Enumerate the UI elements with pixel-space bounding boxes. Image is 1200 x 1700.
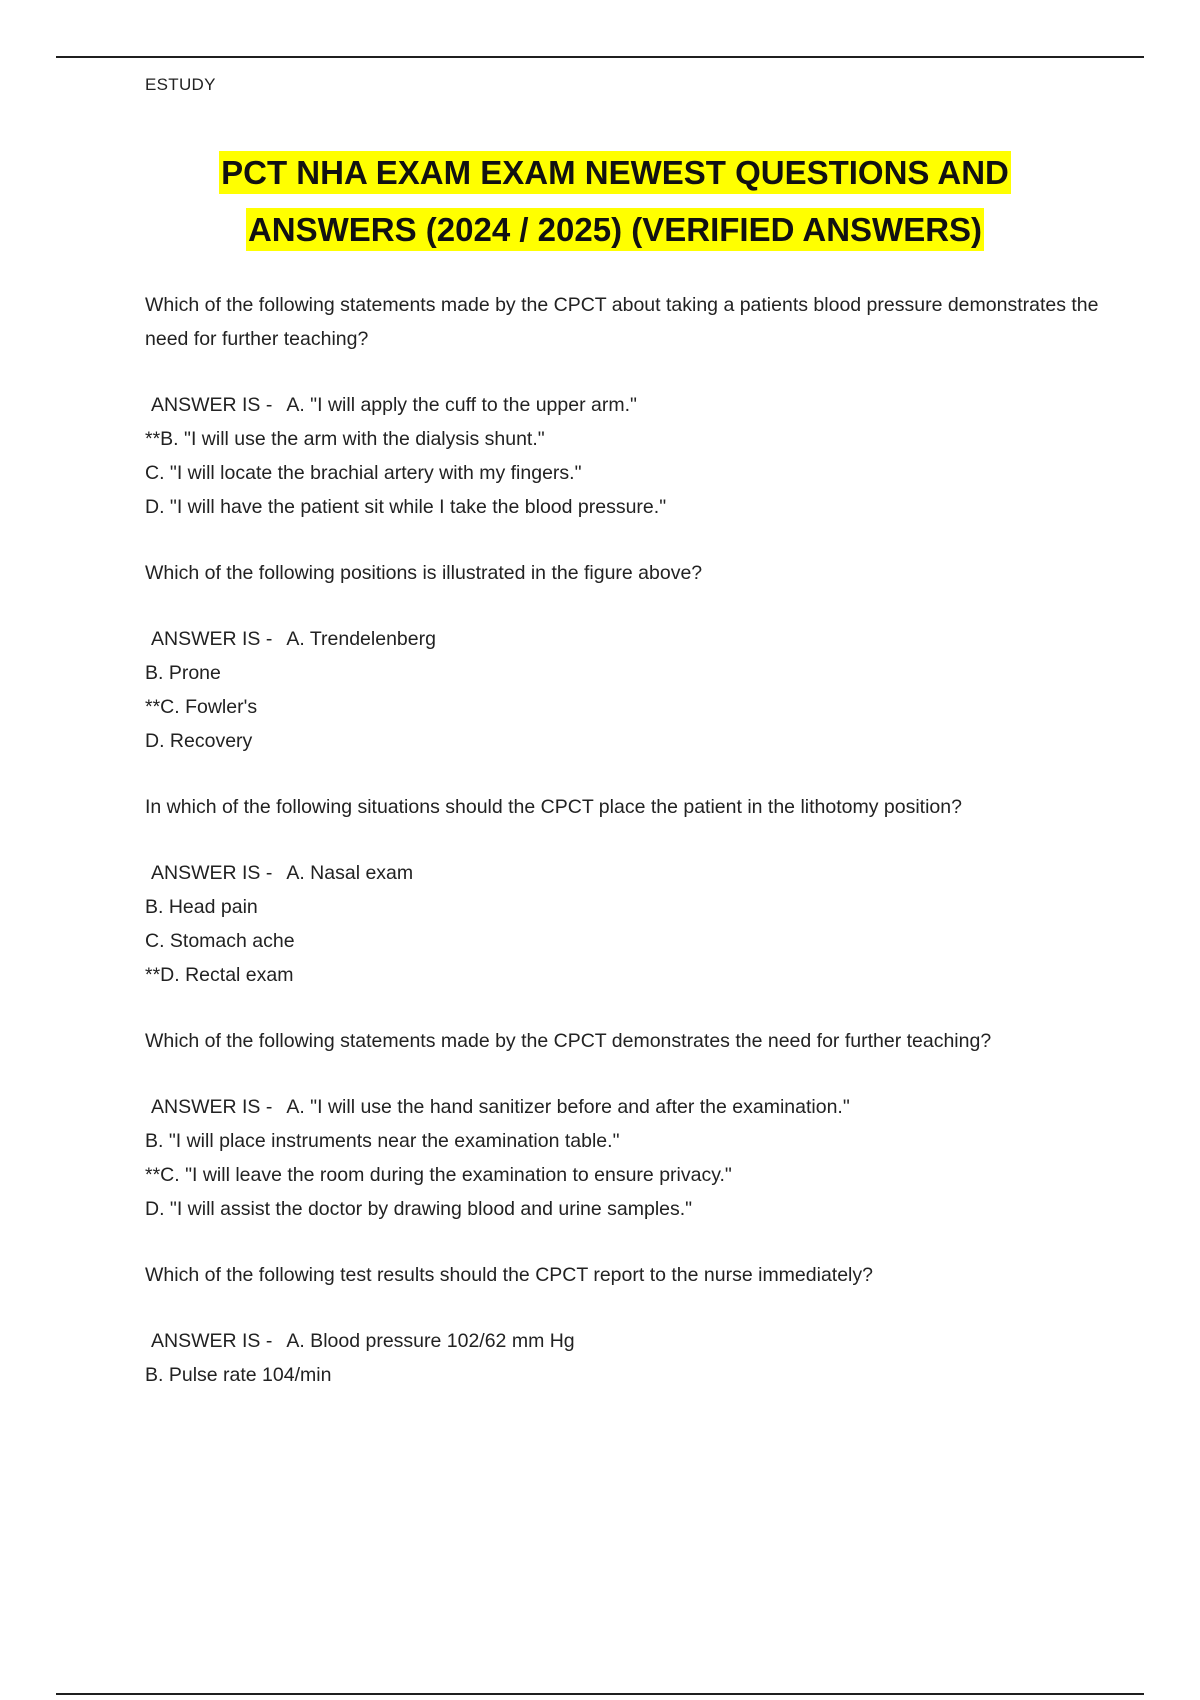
question-block: [145, 556, 1105, 758]
title-line-2: ANSWERS (2024 / 2025) (VERIFIED ANSWERS): [246, 208, 984, 251]
answer-option: ANSWER IS - A. "I will apply the cuff to the upper arm.": [151, 394, 637, 416]
document-title: [120, 144, 1110, 258]
answer-options: [145, 622, 1105, 758]
answer-option: D. "I will assist the doctor by drawing blood and urine samples.": [145, 1198, 693, 1220]
question-text: Which of the following statements made by the CPCT demonstrates the need for further teaching?: [145, 1030, 992, 1052]
answer-option: D. "I will have the patient sit while I take the blood pressure.": [145, 496, 667, 518]
question-block: [145, 1024, 1105, 1226]
question-block: [145, 1258, 1105, 1392]
answer-lead: ANSWER IS -: [151, 628, 273, 650]
answer-option: B. Pulse rate 104/min: [145, 1364, 332, 1386]
header-label: ESTUDY: [145, 75, 216, 94]
top-rule: [56, 56, 1144, 58]
answer-option: B. "I will place instruments near the examination table.": [145, 1130, 620, 1152]
question-block: [145, 288, 1105, 524]
answer-lead: ANSWER IS -: [151, 1330, 273, 1352]
answer-option: ANSWER IS - A. Trendelenberg: [151, 628, 436, 650]
answer-option: C. "I will locate the brachial artery with my fingers.": [145, 462, 582, 484]
answer-option: **D. Rectal exam: [145, 964, 294, 986]
answer-option: D. Recovery: [145, 730, 253, 752]
answer-options: [145, 1324, 1105, 1392]
answer-option: **B. "I will use the arm with the dialysis shunt.": [145, 428, 545, 450]
question-block: [145, 790, 1105, 992]
bottom-rule: [56, 1693, 1144, 1695]
question-text: Which of the following positions is illustrated in the figure above?: [145, 562, 703, 584]
question-text: Which of the following test results should the CPCT report to the nurse immediately?: [145, 1264, 873, 1286]
answer-option: ANSWER IS - A. Nasal exam: [151, 862, 414, 884]
answer-lead: ANSWER IS -: [151, 394, 273, 416]
question-text: In which of the following situations should the CPCT place the patient in the lithotomy position?: [145, 796, 962, 818]
answer-option: ANSWER IS - A. "I will use the hand sanitizer before and after the examination.": [151, 1096, 850, 1118]
questions-list: [145, 288, 1105, 1424]
answer-lead: ANSWER IS -: [151, 1096, 273, 1118]
answer-options: [145, 388, 1105, 524]
answer-option: C. Stomach ache: [145, 930, 295, 952]
answer-options: [145, 856, 1105, 992]
question-text: Which of the following statements made by the CPCT about taking a patients blood pressure demonstrates the need for further teaching?: [145, 294, 1099, 350]
answer-option: **C. Fowler's: [145, 696, 258, 718]
answer-option: B. Head pain: [145, 896, 258, 918]
title-line-1: PCT NHA EXAM EXAM NEWEST QUESTIONS AND: [219, 151, 1011, 194]
answer-option: ANSWER IS - A. Blood pressure 102/62 mm Hg: [151, 1330, 575, 1352]
answer-options: [145, 1090, 1105, 1226]
answer-option: **C. "I will leave the room during the examination to ensure privacy.": [145, 1164, 732, 1186]
answer-option: B. Prone: [145, 662, 221, 684]
answer-lead: ANSWER IS -: [151, 862, 273, 884]
